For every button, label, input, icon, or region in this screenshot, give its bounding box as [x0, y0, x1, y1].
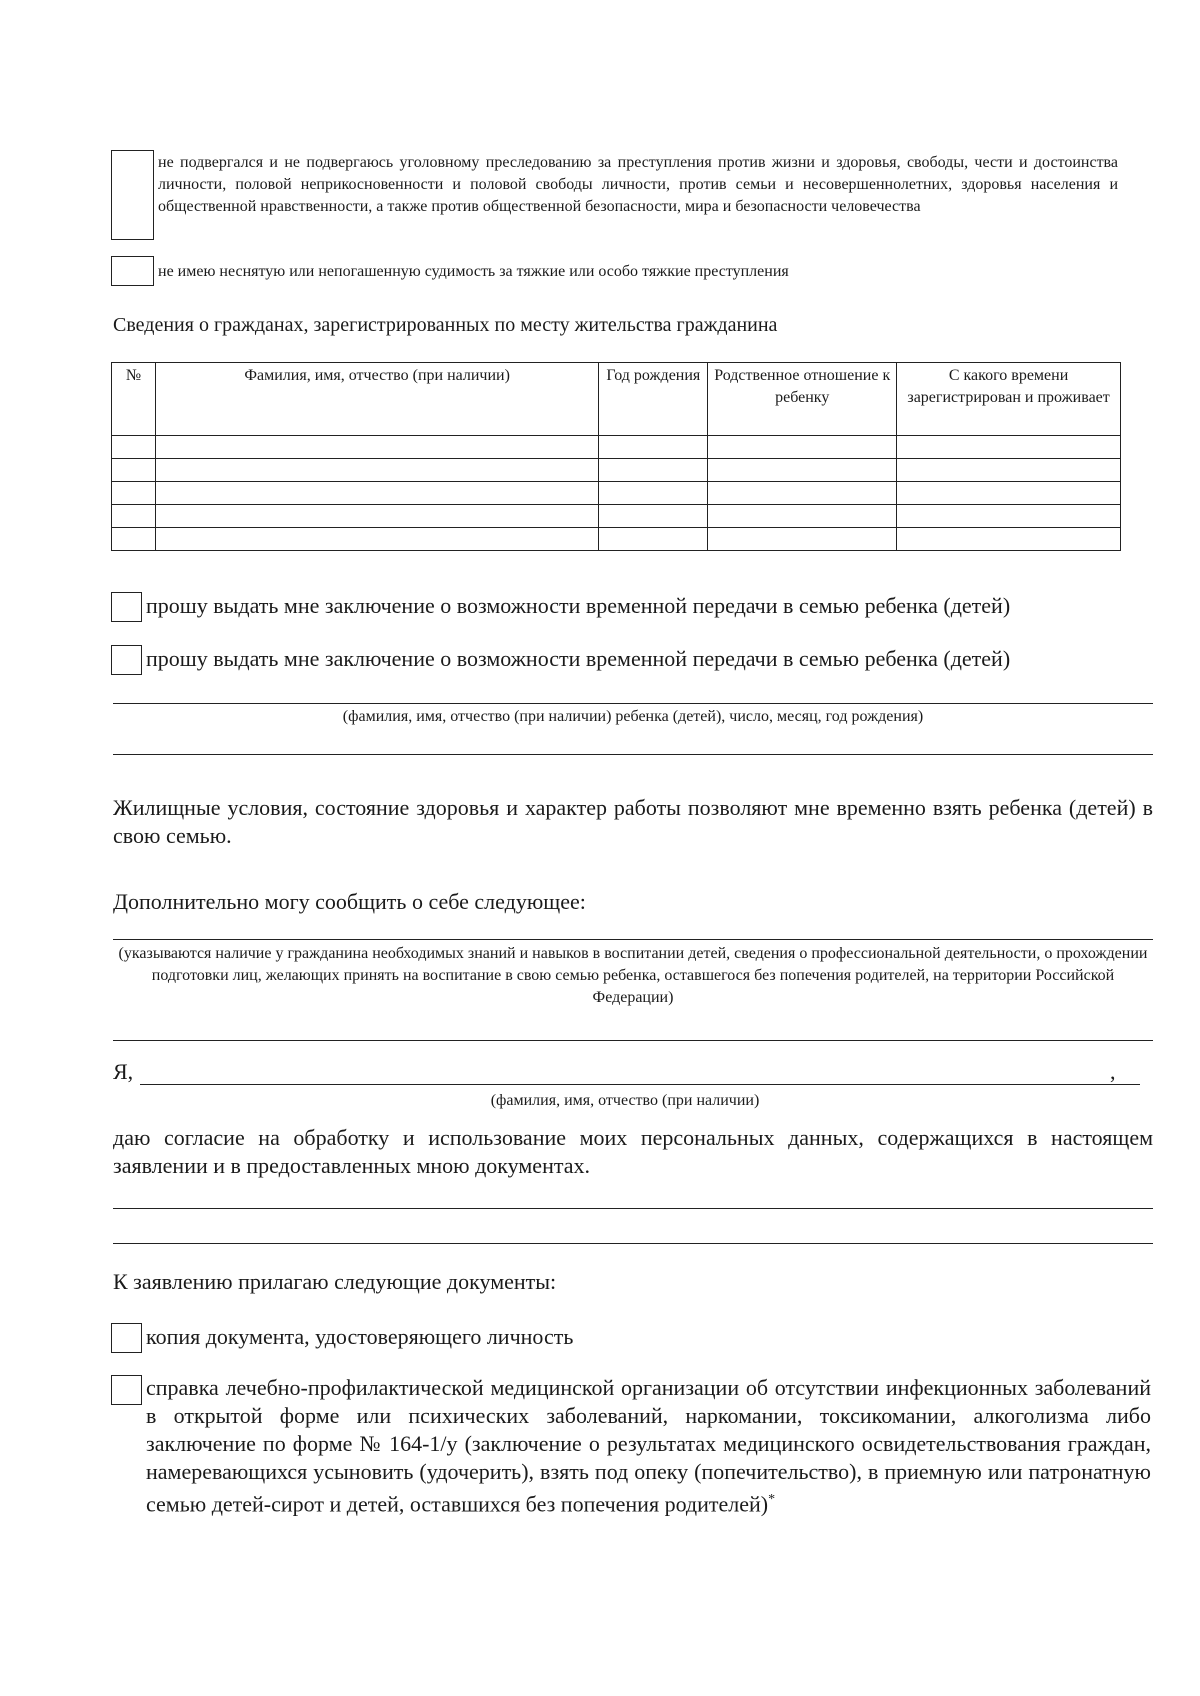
table-cell[interactable] — [599, 459, 708, 482]
table-cell[interactable] — [155, 505, 598, 528]
table-cell[interactable] — [708, 459, 897, 482]
table-cell[interactable] — [897, 482, 1121, 505]
table-cell[interactable] — [708, 528, 897, 551]
doc2-checkbox[interactable] — [111, 1375, 142, 1405]
table-cell[interactable] — [112, 436, 156, 459]
doc1-text: копия документа, удостоверяющего личность — [146, 1324, 574, 1349]
table-cell[interactable] — [112, 459, 156, 482]
child-name-line-2[interactable] — [113, 754, 1153, 755]
table-row — [112, 528, 1121, 551]
doc1-checkbox[interactable] — [111, 1323, 142, 1353]
additional-line-2[interactable] — [113, 1040, 1153, 1041]
additional-line[interactable] — [113, 939, 1153, 940]
table-cell[interactable] — [599, 505, 708, 528]
table-cell[interactable] — [708, 436, 897, 459]
registered-heading: Сведения о гражданах, зарегистрированных по месту жительства гражданина — [113, 314, 778, 336]
column-header-registered-since: С какого времени зарегистрирован и проживает — [897, 363, 1121, 436]
name-caption: (фамилия, имя, отчество (при наличии) — [490, 1092, 760, 1109]
table-cell[interactable] — [897, 528, 1121, 551]
table-cell[interactable] — [897, 436, 1121, 459]
request-checkbox-1[interactable] — [111, 592, 142, 622]
request-text-2: прошу выдать мне заключение о возможности временной передачи в семью ребенка (детей) — [146, 646, 1011, 671]
criminal-checkbox[interactable] — [111, 150, 154, 240]
table-cell[interactable] — [155, 482, 598, 505]
living-conditions-text: Жилищные условия, состояние здоровья и характер работы позволяют мне временно взять ребенка (детей) в свою семью. — [113, 795, 1153, 848]
request-text-1: прошу выдать мне заключение о возможности временной передачи в семью ребенка (детей) — [146, 593, 1011, 618]
table-cell[interactable] — [599, 436, 708, 459]
table-cell[interactable] — [112, 528, 156, 551]
table-row — [112, 436, 1121, 459]
column-header-relation: Родственное отношение к ребенку — [708, 363, 897, 436]
table-header-row — [112, 363, 1121, 436]
table-row — [112, 459, 1121, 482]
consent-text: даю согласие на обработку и использование моих персональных данных, содержащихся в настоящем заявлении и в предоставленных мною документах. — [113, 1125, 1153, 1178]
conviction-checkbox-text: не имею неснятую или непогашенную судимость за тяжкие или особо тяжкие преступления — [158, 263, 789, 280]
table-cell[interactable] — [708, 482, 897, 505]
table-cell[interactable] — [897, 505, 1121, 528]
applicant-name-line[interactable] — [140, 1084, 1140, 1085]
table-cell[interactable] — [155, 459, 598, 482]
conviction-checkbox[interactable] — [111, 256, 154, 286]
table-cell[interactable] — [708, 505, 897, 528]
attach-heading: К заявлению прилагаю следующие документы: — [113, 1269, 557, 1294]
column-header-birth-year: Год рождения — [599, 363, 708, 436]
table-cell[interactable] — [155, 528, 598, 551]
table-cell[interactable] — [112, 482, 156, 505]
consent-line-2[interactable] — [113, 1243, 1153, 1244]
name-comma: , — [1110, 1059, 1116, 1084]
table-cell[interactable] — [599, 528, 708, 551]
table-row — [112, 482, 1121, 505]
additional-caption: (указываются наличие у гражданина необходимых знаний и навыков в воспитании детей, сведения о профессиональной деятельности, о прохождении подготовки лиц, желающих принять на воспитание в свою семью ребенка, оставшегося без попечения родителей, на территории Российской Федерации) — [118, 945, 1148, 1006]
consent-line-1[interactable] — [113, 1208, 1153, 1209]
doc2-text — [146, 1374, 1151, 1518]
request-checkbox-2[interactable] — [111, 645, 142, 675]
table-row — [112, 505, 1121, 528]
registered-table — [111, 362, 1121, 551]
table-cell[interactable] — [599, 482, 708, 505]
doc2-body: справка лечебно-профилактической медицинской организации об отсутствии инфекционных заболеваний в открытой форме или психических заболеваний, наркомании, токсикомании, алкоголизма либо заключение по форме № 164-1/у (заключение о результатах медицинского освидетельствования граждан, намеревающихся усыновить (удочерить), взять под опеку (попечительство), в приемную или патронатную семью детей-сирот и детей, оставшихся без попечения родителей) — [146, 1375, 1151, 1517]
column-header-fio: Фамилия, имя, отчество (при наличии) — [155, 363, 598, 436]
additional-heading: Дополнительно могу сообщить о себе следующее: — [113, 889, 586, 914]
criminal-checkbox-text: не подвергался и не подвергаюсь уголовному преследованию за преступления против жизни и здоровья, свободы, чести и достоинства личности, половой неприкосновенности и половой свободы личности, против семьи и несовершеннолетних, здоровья населения и общественной нравственности, а также против общественной безопасности, мира и безопасности человечества — [158, 154, 1118, 215]
table-cell[interactable] — [112, 505, 156, 528]
child-caption: (фамилия, имя, отчество (при наличии) ребенка (детей), число, месяц, год рождения) — [342, 708, 924, 725]
i-label: Я, — [113, 1059, 134, 1084]
table-cell[interactable] — [155, 436, 598, 459]
child-name-line[interactable] — [113, 703, 1153, 704]
table-cell[interactable] — [897, 459, 1121, 482]
footnote-mark: * — [768, 1492, 776, 1507]
column-header-number: № — [112, 363, 156, 436]
